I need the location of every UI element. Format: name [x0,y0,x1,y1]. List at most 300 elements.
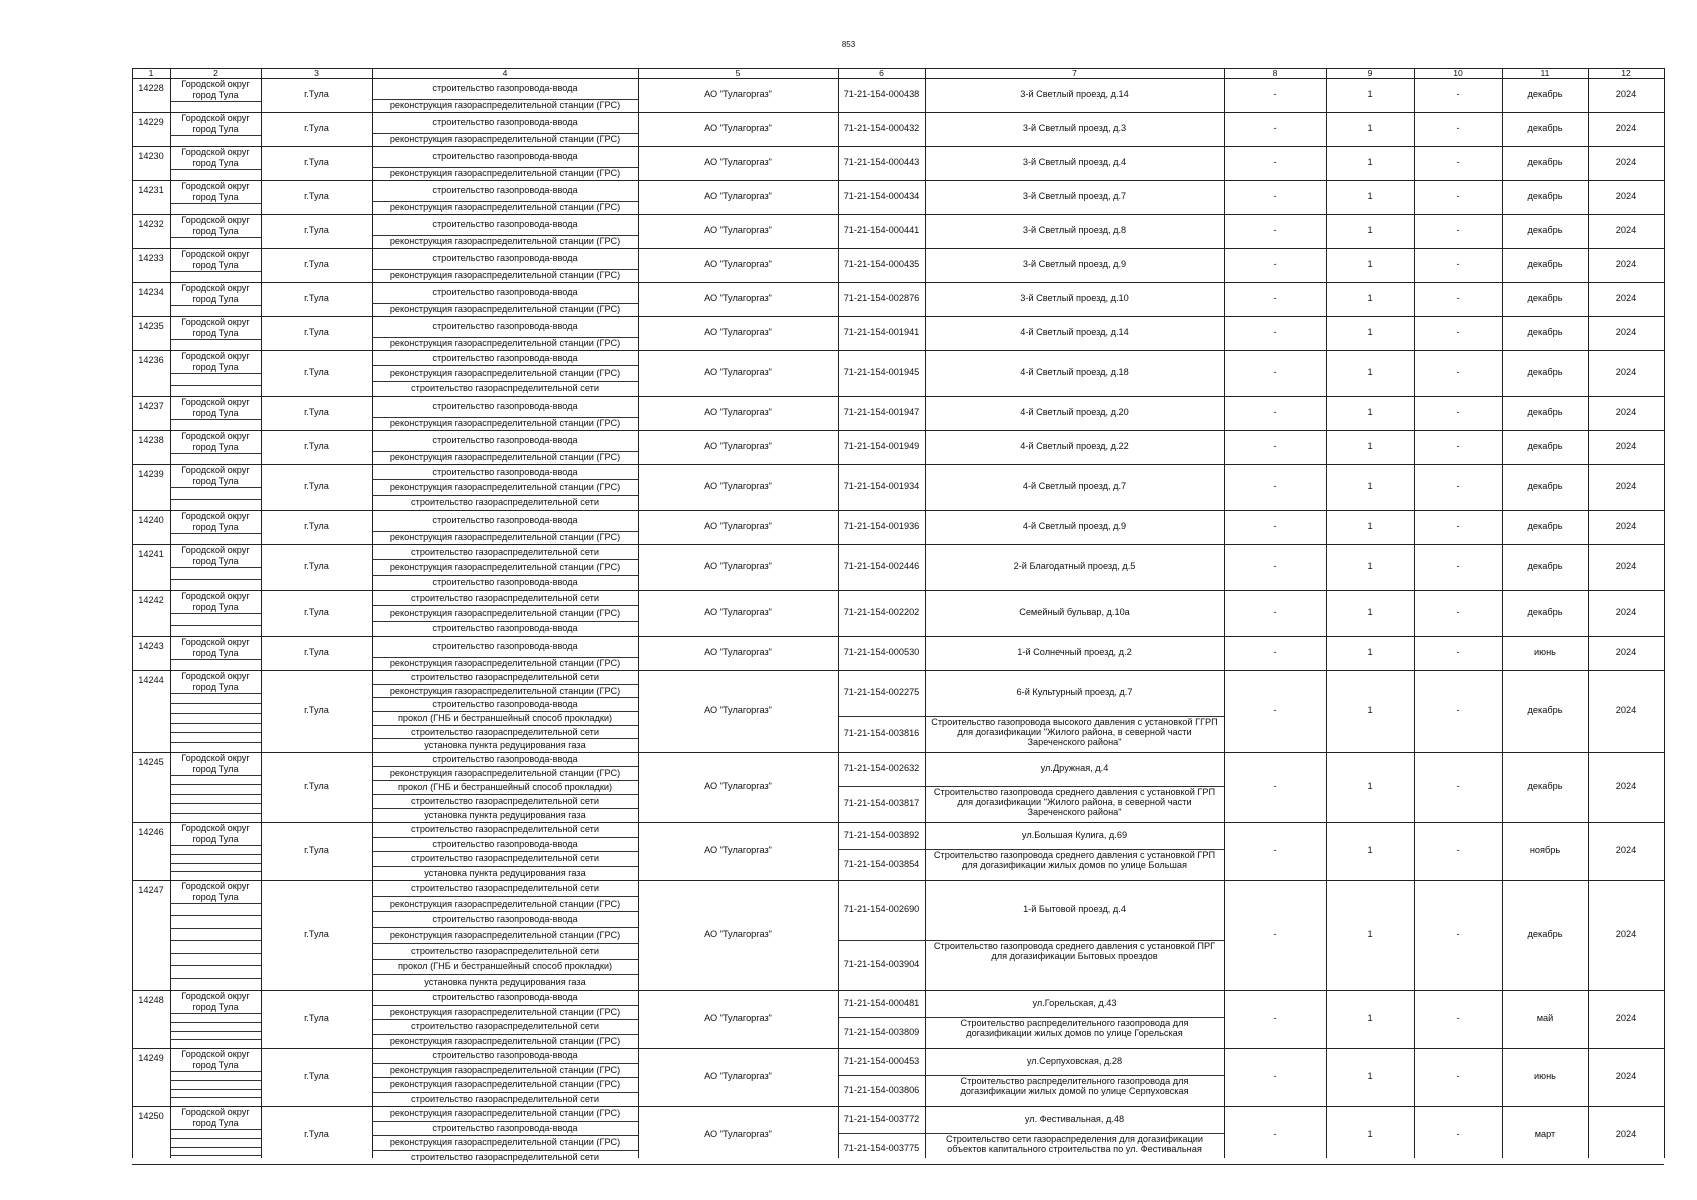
row-number: 14231 [138,185,164,195]
month: декабрь [1527,607,1563,617]
municipality: Городской округ город Тула [181,671,250,692]
value-col-9: 1 [1367,781,1373,791]
municipality: Городской округ город Тула [181,79,250,100]
cell-subline [170,567,261,568]
value-col-10: - [1456,845,1460,855]
object-address: 4-й Светлый проезд, д.9 [1022,521,1127,531]
locality: г.Тула [304,1129,329,1139]
work-item: строительство газопровода-ввода [432,914,578,925]
cell-subline [170,854,261,855]
cell-subline [372,621,638,622]
value-col-10: - [1456,407,1460,417]
value-col-8: - [1273,1013,1277,1023]
work-item: строительство газопровода-ввода [432,321,578,331]
work-item: строительство газопровода-ввода [432,992,578,1003]
value-col-10: - [1456,929,1460,939]
row-number: 14249 [138,1053,164,1063]
cell-subline [372,766,638,767]
work-item: реконструкция газораспределительной станции (ГРС) [389,452,621,462]
work-item: реконструкция газораспределительной станции (ГРС) [389,930,621,940]
column-header: 11 [1540,68,1550,78]
object-address: Строительство газопровода высокого давления с установкой ГГРП для догазификации "Жилого района, в северной части Зареченского района" [931,717,1218,748]
value-col-8: - [1273,607,1277,617]
cell-subline [372,837,638,838]
municipality: Городской округ город Тула [181,249,250,270]
row-border [132,822,1664,823]
month: декабрь [1527,781,1563,791]
row-border [132,544,1664,545]
month: июнь [1534,1071,1556,1081]
work-item: реконструкция газораспределительной станции (ГРС) [389,1006,621,1017]
object-address: Строительство газопровода среднего давления с установкой ГРП для догазификации "Жилого района, в северной части Зареченского района" [933,787,1216,818]
object-address: ул.Дружная, д.4 [1040,763,1109,773]
value-col-9: 1 [1367,407,1373,417]
column-header: 5 [735,68,741,78]
row-border [132,1048,1664,1049]
month: декабрь [1527,225,1563,235]
object-code: 71-21-154-003892 [843,829,920,840]
municipality: Городской округ город Тула [181,991,250,1012]
work-item: строительство газораспределительной сети [411,1093,599,1104]
work-item: реконструкция газораспределительной станции (ГРС) [389,482,621,492]
row-number: 14238 [138,435,164,445]
organization: АО "Тулагоргаз" [704,89,772,99]
cell-subline [372,1077,638,1078]
municipality: Городской округ город Тула [181,465,250,486]
object-code: 71-21-154-002446 [843,561,920,571]
row-border [132,670,1664,671]
row-number: 14229 [138,117,164,127]
value-col-9: 1 [1367,191,1373,201]
row-number: 14245 [138,757,164,767]
object-code: 71-21-154-000453 [843,1055,920,1066]
cell-subline [372,794,638,795]
cell-subline [372,974,638,975]
municipality: Городской округ город Тула [181,317,250,338]
value-col-9: 1 [1367,481,1373,491]
work-item: реконструкция газораспределительной станции (ГРС) [389,562,621,572]
locality: г.Тула [304,561,329,571]
row-border [132,590,1664,591]
work-item: реконструкция газораспределительной станции (ГРС) [389,236,621,246]
cell-subline [170,965,261,966]
year: 2024 [1615,367,1637,377]
cell-subline [170,1138,261,1139]
locality: г.Тула [304,481,329,491]
organization: АО "Тулагоргаз" [704,607,772,617]
municipality: Городской округ город Тула [181,511,250,532]
object-code: 71-21-154-000432 [843,123,920,133]
row-number: 14250 [138,1111,164,1121]
municipality: Городской округ город Тула [181,591,250,612]
row-number: 14242 [138,595,164,605]
row-border [132,180,1664,181]
value-col-10: - [1456,521,1460,531]
cell-subline [170,775,261,776]
work-item: строительство газопровода-ввода [432,1050,578,1061]
object-code: 71-21-154-002632 [843,763,920,773]
work-item: строительство газораспределительной сети [411,1151,599,1162]
work-item: реконструкция газораспределительной станции (ГРС) [389,304,621,314]
value-col-9: 1 [1367,607,1373,617]
value-col-8: - [1273,407,1277,417]
municipality: Городской округ город Тула [181,215,250,236]
value-col-10: - [1456,1129,1460,1139]
year: 2024 [1615,705,1637,715]
cell-subline [372,808,638,809]
work-item: реконструкция газораспределительной станции (ГРС) [389,768,621,778]
cell-subline [170,169,261,170]
object-address: 2-й Благодатный проезд, д.5 [1013,561,1136,571]
municipality: Городской округ город Тула [181,1107,250,1128]
object-code: 71-21-154-001934 [843,481,920,491]
row-number: 14237 [138,401,164,411]
work-item: строительство газопровода-ввода [432,838,578,849]
year: 2024 [1615,647,1637,657]
value-col-8: - [1273,293,1277,303]
cell-subline [372,866,638,867]
value-col-9: 1 [1367,705,1373,715]
value-col-8: - [1273,441,1277,451]
month: декабрь [1527,259,1563,269]
cell-subline [170,453,261,454]
locality: г.Тула [304,89,329,99]
object-address: Строительство распределительного газопровода для догазификации жилых домой по улице Серпуховская [960,1076,1189,1097]
work-item: реконструкция газораспределительной станции (ГРС) [389,270,621,280]
work-item: строительство газораспределительной сети [411,726,599,737]
work-item: строительство газопровода-ввода [432,641,578,651]
value-col-8: - [1273,561,1277,571]
work-item: строительство газопровода-ввода [432,623,578,634]
value-col-10: - [1456,481,1460,491]
year: 2024 [1615,781,1637,791]
cell-subline [170,1022,261,1023]
object-code: 71-21-154-000438 [843,89,920,99]
work-item: установка пункта редуцирования газа [424,977,586,988]
municipality: Городской округ город Тула [181,113,250,134]
row-border [132,752,1664,753]
column-header: 4 [502,68,508,78]
value-col-8: - [1273,845,1277,855]
cell-subline [372,725,638,726]
work-item: строительство газопровода-ввода [432,151,578,161]
value-col-10: - [1456,1071,1460,1081]
object-code: 71-21-154-003809 [843,1026,920,1037]
work-item: прокол (ГНБ и бестраншейный способ прокладки) [397,961,613,972]
value-col-9: 1 [1367,327,1373,337]
cell-subline [170,742,261,743]
locality: г.Тула [304,441,329,451]
cell-subline [170,794,261,795]
work-item: строительство газораспределительной сети [411,945,599,956]
work-item: реконструкция газораспределительной станции (ГРС) [389,1079,621,1090]
year: 2024 [1615,845,1637,855]
value-col-10: - [1456,561,1460,571]
cell-subline [372,959,638,960]
work-item: строительство газопровода-ввода [432,253,578,263]
work-item: установка пункта редуцирования газа [424,810,586,820]
work-item: прокол (ГНБ и бестраншейный способ прокладки) [397,712,613,723]
work-item: строительство газораспределительной сети [411,853,599,864]
value-col-10: - [1456,607,1460,617]
row-number: 14230 [138,151,164,161]
cell-subline [372,943,638,944]
row-number: 14232 [138,219,164,229]
object-address: 1-й Солнечный проезд, д.2 [1017,647,1132,657]
object-code: 71-21-154-000530 [843,647,920,657]
value-col-10: - [1456,705,1460,715]
cell-subline [170,339,261,340]
month: декабрь [1527,367,1563,377]
object-address: ул.Горельская, д.43 [1032,997,1117,1008]
column-header: 8 [1272,68,1278,78]
object-code: 71-21-154-003772 [843,1113,920,1124]
locality: г.Тула [304,521,329,531]
work-item: строительство газораспределительной сети [411,592,599,603]
object-code: 71-21-154-003816 [843,728,920,738]
cell-subline [372,605,638,606]
value-col-8: - [1273,481,1277,491]
work-item: строительство газораспределительной сети [411,882,599,893]
work-item: строительство газопровода-ввода [432,577,578,588]
year: 2024 [1615,441,1637,451]
cell-subline [170,533,261,534]
cell-subline [372,479,638,480]
row-number: 14234 [138,287,164,297]
value-col-10: - [1456,647,1460,657]
municipality: Городской округ город Тула [181,397,250,418]
work-item: реконструкция газораспределительной станции (ГРС) [389,658,621,668]
work-item: реконструкция газораспределительной станции (ГРС) [389,134,621,144]
object-address: Строительство газопровода среднего давления с установкой ГРП для догазификации жилых домов по улице Большая [933,850,1216,871]
municipality: Городской округ город Тула [181,637,250,658]
row-number: 14246 [138,827,164,837]
object-address: ул.Большая Кулига, д.69 [1021,829,1128,840]
work-item: установка пункта редуцирования газа [424,740,586,751]
month: декабрь [1527,191,1563,201]
cell-subline [170,703,261,704]
cell-subline [170,373,261,374]
cell-subline [372,495,638,496]
object-address: 4-й Светлый проезд, д.18 [1020,367,1129,377]
cell-subline [170,978,261,979]
object-code: 71-21-154-003817 [843,798,920,808]
cell-subline [170,659,261,660]
column-header: 12 [1621,68,1631,78]
cell-subline [170,845,261,846]
row-number: 14240 [138,515,164,525]
object-address: 4-й Светлый проезд, д.22 [1020,441,1129,451]
value-col-8: - [1273,259,1277,269]
organization: АО "Тулагоргаз" [704,407,772,417]
column-header: 7 [1072,68,1077,78]
locality: г.Тула [304,293,329,303]
cell-subline [170,203,261,204]
object-address: Семейный бульвар, д.10а [1019,607,1130,617]
row-border [132,1164,1664,1165]
object-code: 71-21-154-001949 [843,441,920,451]
month: декабрь [1527,407,1563,417]
object-code: 71-21-154-003806 [843,1084,920,1095]
year: 2024 [1615,123,1637,133]
value-col-10: - [1456,327,1460,337]
object-code: 71-21-154-003775 [843,1142,920,1153]
work-item: строительство газопровода-ввода [432,466,578,477]
cell-subline [372,365,638,366]
work-item: строительство газопровода-ввода [432,1122,578,1133]
cell-subline [170,101,261,102]
work-item: реконструкция газораспределительной станции (ГРС) [389,418,621,428]
organization: АО "Тулагоргаз" [704,441,772,451]
object-code: 71-21-154-002202 [843,607,920,617]
value-col-9: 1 [1367,123,1373,133]
cell-subline [170,1080,261,1081]
work-item: строительство газораспределительной сети [411,824,599,835]
value-col-8: - [1273,367,1277,377]
municipality: Городской округ город Тула [181,753,250,774]
object-address: 3-й Светлый проезд, д.4 [1022,157,1127,167]
row-border [132,350,1664,351]
value-col-10: - [1456,157,1460,167]
cell-subline [170,499,261,500]
row-border [132,316,1664,317]
value-col-9: 1 [1367,521,1373,531]
row-border [132,880,1664,881]
row-number: 14248 [138,995,164,1005]
cell-subline [170,1147,261,1148]
organization: АО "Тулагоргаз" [704,293,772,303]
value-col-9: 1 [1367,225,1373,235]
cell-subline [170,1129,261,1130]
value-col-8: - [1273,327,1277,337]
object-code: 71-21-154-001947 [843,407,920,417]
cell-subline [170,903,261,904]
work-item: строительство газопровода-ввода [432,435,578,445]
cell-subline [372,1135,638,1136]
locality: г.Тула [304,1013,329,1023]
object-code: 71-21-154-000481 [843,997,920,1008]
work-item: строительство газопровода-ввода [432,515,578,525]
cell-subline [372,1034,638,1035]
object-address: ул.Серпуховская, д.28 [1026,1055,1123,1066]
row-number: 14235 [138,321,164,331]
year: 2024 [1615,481,1637,491]
object-address: 3-й Светлый проезд, д.10 [1020,293,1129,303]
work-item: строительство газопровода-ввода [432,352,578,363]
row-border [132,430,1664,431]
year: 2024 [1615,929,1637,939]
year: 2024 [1615,1013,1637,1023]
cell-subline [372,381,638,382]
municipality: Городской округ город Тула [181,1049,250,1070]
locality: г.Тула [304,367,329,377]
row-border [132,146,1664,147]
cell-subline [170,419,261,420]
cell-subline [170,928,261,929]
municipality: Городской округ город Тула [181,181,250,202]
cell-subline [170,487,261,488]
cell-subline [170,135,261,136]
work-item: реконструкция газораспределительной станции (ГРС) [389,338,621,348]
column-header: 10 [1453,68,1463,78]
value-col-10: - [1456,259,1460,269]
value-col-8: - [1273,225,1277,235]
work-item: строительство газопровода-ввода [432,754,578,764]
object-address: Строительство газопровода среднего давления с установкой ПРГ для догазификации Бытовых проездов [933,941,1216,962]
work-item: реконструкция газораспределительной станции (ГРС) [389,898,621,909]
month: декабрь [1527,123,1563,133]
value-col-9: 1 [1367,647,1373,657]
month: декабрь [1527,157,1563,167]
cell-subline [170,784,261,785]
work-item: строительство газопровода-ввода [432,117,578,127]
cell-subline [170,723,261,724]
cell-subline [170,625,261,626]
object-code: 71-21-154-002275 [843,687,920,697]
organization: АО "Тулагоргаз" [704,929,772,939]
organization: АО "Тулагоргаз" [704,845,772,855]
organization: АО "Тулагоргаз" [704,367,772,377]
row-number: 14233 [138,253,164,263]
cell-subline [170,237,261,238]
cell-subline [372,575,638,576]
cell-subline [372,684,638,685]
locality: г.Тула [304,259,329,269]
cell-subline [170,953,261,954]
month: декабрь [1527,929,1563,939]
value-col-10: - [1456,293,1460,303]
cell-subline [170,1155,261,1156]
value-col-9: 1 [1367,929,1373,939]
row-border [132,282,1664,283]
year: 2024 [1615,293,1637,303]
work-item: прокол (ГНБ и бестраншейный способ прокладки) [397,782,613,792]
year: 2024 [1615,225,1637,235]
work-item: строительство газопровода-ввода [432,287,578,297]
value-col-10: - [1456,225,1460,235]
value-col-10: - [1456,781,1460,791]
locality: г.Тула [304,191,329,201]
value-col-10: - [1456,441,1460,451]
value-col-10: - [1456,191,1460,201]
locality: г.Тула [304,327,329,337]
municipality: Городской округ город Тула [181,351,250,372]
cell-subline [170,271,261,272]
value-col-8: - [1273,89,1277,99]
object-address: 4-й Светлый проезд, д.14 [1020,327,1129,337]
work-item: строительство газораспределительной сети [411,796,599,806]
year: 2024 [1615,607,1637,617]
value-col-8: - [1273,1129,1277,1139]
value-col-9: 1 [1367,441,1373,451]
object-code: 71-21-154-000435 [843,259,920,269]
year: 2024 [1615,157,1637,167]
value-col-8: - [1273,157,1277,167]
object-code: 71-21-154-003854 [843,858,920,869]
cell-subline [170,732,261,733]
organization: АО "Тулагоргаз" [704,705,772,715]
cell-subline [372,559,638,560]
value-col-8: - [1273,191,1277,201]
work-item: строительство газопровода-ввода [432,699,578,710]
month: ноябрь [1529,845,1561,855]
organization: АО "Тулагоргаз" [704,521,772,531]
cell-subline [372,1150,638,1151]
year: 2024 [1615,327,1637,337]
work-item: реконструкция газораспределительной станции (ГРС) [389,685,621,696]
work-item: реконструкция газораспределительной станции (ГРС) [389,1035,621,1046]
work-item: строительство газопровода-ввода [432,83,578,93]
